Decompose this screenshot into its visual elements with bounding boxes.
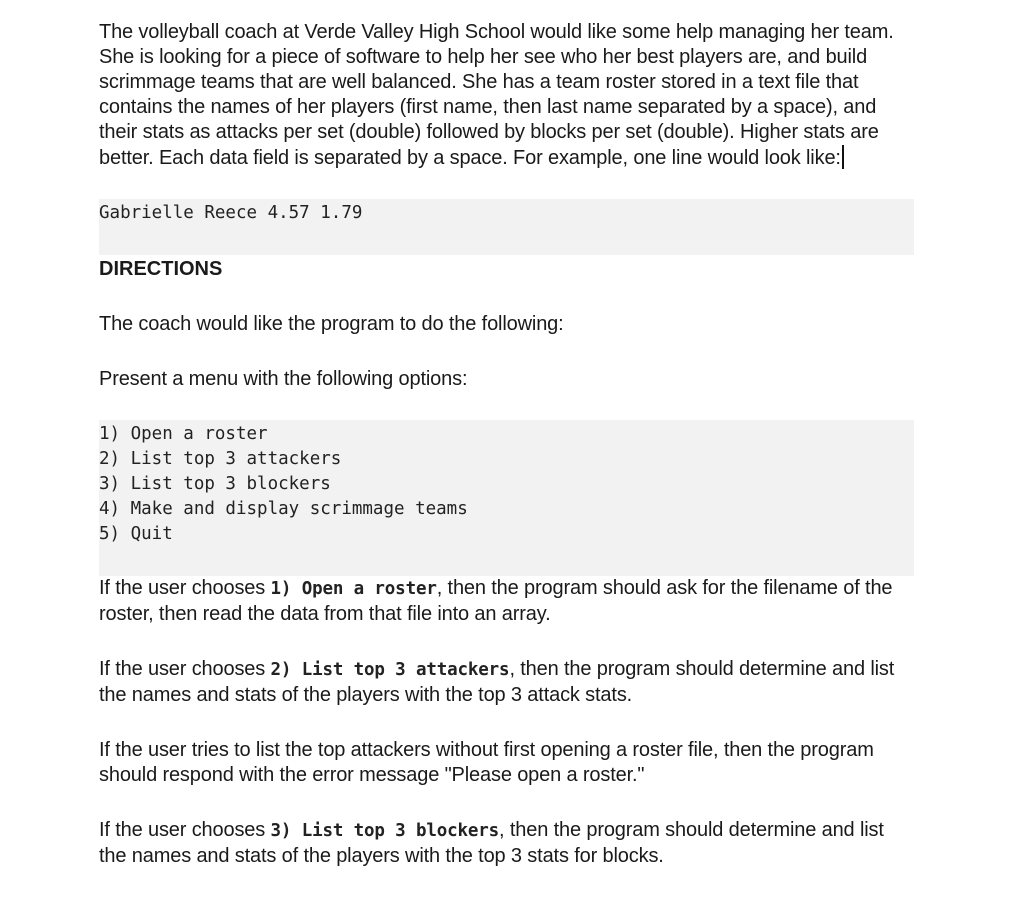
intro-paragraph bbox=[99, 20, 914, 171]
example-code-block bbox=[99, 199, 914, 255]
open-roster-prefix: If the user chooses bbox=[99, 577, 271, 599]
text-cursor bbox=[842, 145, 844, 169]
menu-option: 5) Quit bbox=[99, 524, 173, 544]
intro-text: The volleyball coach at Verde Valley High School would like some help managing her team. She is looking for a piece of software to help her see who her best players are, and build scrimmage teams that are well balanced. She has a team roster stored in a text file that contains the names of her players (first name, then last name separated by a space), and their stats as attacks per set (double) followed by blocks per set (double). Higher stats are better. Each data field is separated by a space. For example, one line would look like: bbox=[99, 21, 894, 169]
open-roster-code: 1) Open a roster bbox=[270, 579, 437, 599]
menu-option: 4) Make and display scrimmage teams bbox=[99, 499, 468, 519]
menu-option: 1) Open a roster bbox=[99, 424, 268, 444]
attackers-prefix: If the user chooses bbox=[99, 658, 271, 680]
menu-code-block bbox=[99, 420, 914, 576]
blockers-prefix: If the user chooses bbox=[99, 819, 271, 841]
attackers-code: 2) List top 3 attackers bbox=[270, 660, 510, 680]
menu-option: 3) List top 3 blockers bbox=[99, 474, 331, 494]
blockers-suffix: , then the program should determine and list the names and stats of the players with the top 3 stats for blocks. bbox=[99, 819, 884, 867]
example-line: Gabrielle Reece 4.57 1.79 bbox=[99, 203, 363, 223]
blockers-code: 3) List top 3 blockers bbox=[270, 821, 500, 841]
menu-option: 2) List top 3 attackers bbox=[99, 449, 342, 469]
menu-intro-paragraph: Present a menu with the following options: bbox=[99, 368, 468, 390]
attackers-suffix: , then the program should determine and list the names and stats of the players with the top 3 attack stats. bbox=[99, 658, 895, 706]
directions-heading: DIRECTIONS bbox=[99, 258, 223, 280]
coach-paragraph: The coach would like the program to do the following: bbox=[99, 313, 564, 335]
error-paragraph: If the user tries to list the top attackers without first opening a roster file, then the program should respond with the error message "Please open a roster." bbox=[99, 739, 874, 786]
attackers-paragraph bbox=[99, 657, 914, 708]
open-roster-suffix: , then the program should ask for the filename of the roster, then read the data from that file into an array. bbox=[99, 577, 893, 625]
open-roster-paragraph bbox=[99, 576, 914, 627]
document-page bbox=[99, 20, 914, 869]
blockers-paragraph bbox=[99, 818, 914, 869]
